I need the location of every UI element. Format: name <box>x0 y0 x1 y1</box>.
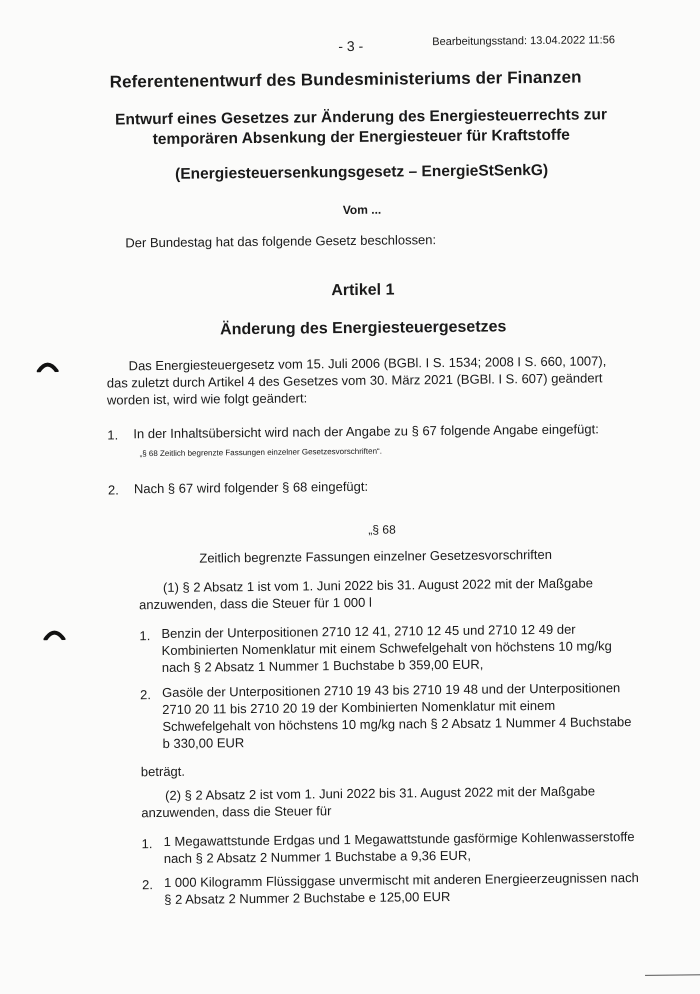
item-number: 2. <box>140 687 152 703</box>
document-title: Referentenentwurf des Bundesministeriums der Finanzen <box>109 67 582 92</box>
item-number: 2. <box>141 877 153 893</box>
law-title-line-2: temporären Absenkung der Energiesteuer für Kraftstoffe <box>152 126 570 149</box>
item-text: Nach § 67 wird folgender § 68 eingefügt: <box>133 478 369 497</box>
footer-rule <box>645 974 700 976</box>
amendment-item <box>108 475 638 498</box>
law-short-title: (Energiesteuersenkungsgesetz – EnergieStSenkG) <box>175 161 549 183</box>
subsection-2-item <box>142 869 642 908</box>
date-line: Vom ... <box>342 202 382 218</box>
subsection-1-item <box>139 620 640 676</box>
law-title <box>96 105 626 151</box>
item-text: Benzin der Unterpositionen 2710 12 41, 2710 12 45 und 2710 12 49 der Kombinierten Nomenklatur mit einem Schwefelgehalt von höchstens 10 mg/kg nach § 2 Absatz 1 Nummer 1 Buchstabe b 359,00 EUR, <box>161 621 612 675</box>
amendment-paragraph: Das Energiesteuergesetz vom 15. Juli 2006 (BGBl. I S. 1534; 2008 I S. 660, 1007), das zuletzt durch Artikel 4 des Gesetzes vom 30. März 2021 (BGBl. I S. 607) geändert worden ist, wird wie folgt geändert: <box>106 353 607 408</box>
enactment-clause: Der Bundestag hat das folgende Gesetz beschlossen: <box>125 232 437 251</box>
article-subheading: Änderung des Energiesteuergesetzes <box>220 318 507 339</box>
subsection-1-intro: (1) § 2 Absatz 1 ist vom 1. Juni 2022 bis 31. August 2022 mit der Maßgabe anzuwenden, dass die Steuer für 1 000 l <box>139 575 593 613</box>
subsection-2-item <box>142 828 642 867</box>
edit-status: Bearbeitungsstand: 13.04.2022 11:56 <box>432 34 615 49</box>
subsection-2-intro: (2) § 2 Absatz 2 ist vom 1. Juni 2022 bis 31. August 2022 mit der Maßgabe anzuwenden, dass die Steuer für <box>141 783 596 821</box>
page-number: - 3 - <box>338 37 364 55</box>
item-text: 1 000 Kilogramm Flüssiggase unvermischt mit anderen Energieerzeugnissen nach § 2 Absatz 2 Nummer 2 Buchstabe e 125,00 EUR <box>163 869 639 907</box>
article-heading: Artikel 1 <box>331 281 395 300</box>
law-title-line-1: Entwurf eines Gesetzes zur Änderung des Energiesteuerrechts zur <box>115 106 608 129</box>
inserted-toc-entry: „§ 68 Zeitlich begrenzte Fassungen einzelner Gesetzesvorschriften“. <box>139 446 382 459</box>
punch-hole-mark-bottom <box>43 628 65 640</box>
item-number: 1. <box>139 628 151 644</box>
item-number: 2. <box>107 482 119 498</box>
item-text: Gasöle der Unterpositionen 2710 19 43 bis 2710 19 48 und der Unterpositionen 2710 20 11 bis 2710 20 19 der Kombinierten Nomenklatur mit einem Schwefelgehalt von höchstens 10 mg/kg nach § 2 Absatz 1 Nummer 4 Buchstabe b 330,00 EUR <box>161 680 632 751</box>
subsection-1-end: beträgt. <box>140 763 186 780</box>
item-text: In der Inhaltsübersicht wird nach der Angabe zu § 67 folgende Angabe eingefügt: <box>133 421 599 442</box>
punch-hole-mark-top <box>37 360 59 372</box>
item-text: 1 Megawattstunde Erdgas und 1 Megawattstunde gasförmige Kohlenwasserstoffe nach § 2 Absatz 2 Nummer 1 Buchstabe a 9,36 EUR, <box>163 829 635 866</box>
item-number: 1. <box>141 836 153 852</box>
section-title: Zeitlich begrenzte Fassungen einzelner Gesetzesvorschriften <box>199 546 553 566</box>
subsection-1-item <box>140 679 641 752</box>
item-number: 1. <box>107 427 119 443</box>
section-number: „§ 68 <box>368 522 396 537</box>
amendment-item <box>107 420 637 443</box>
